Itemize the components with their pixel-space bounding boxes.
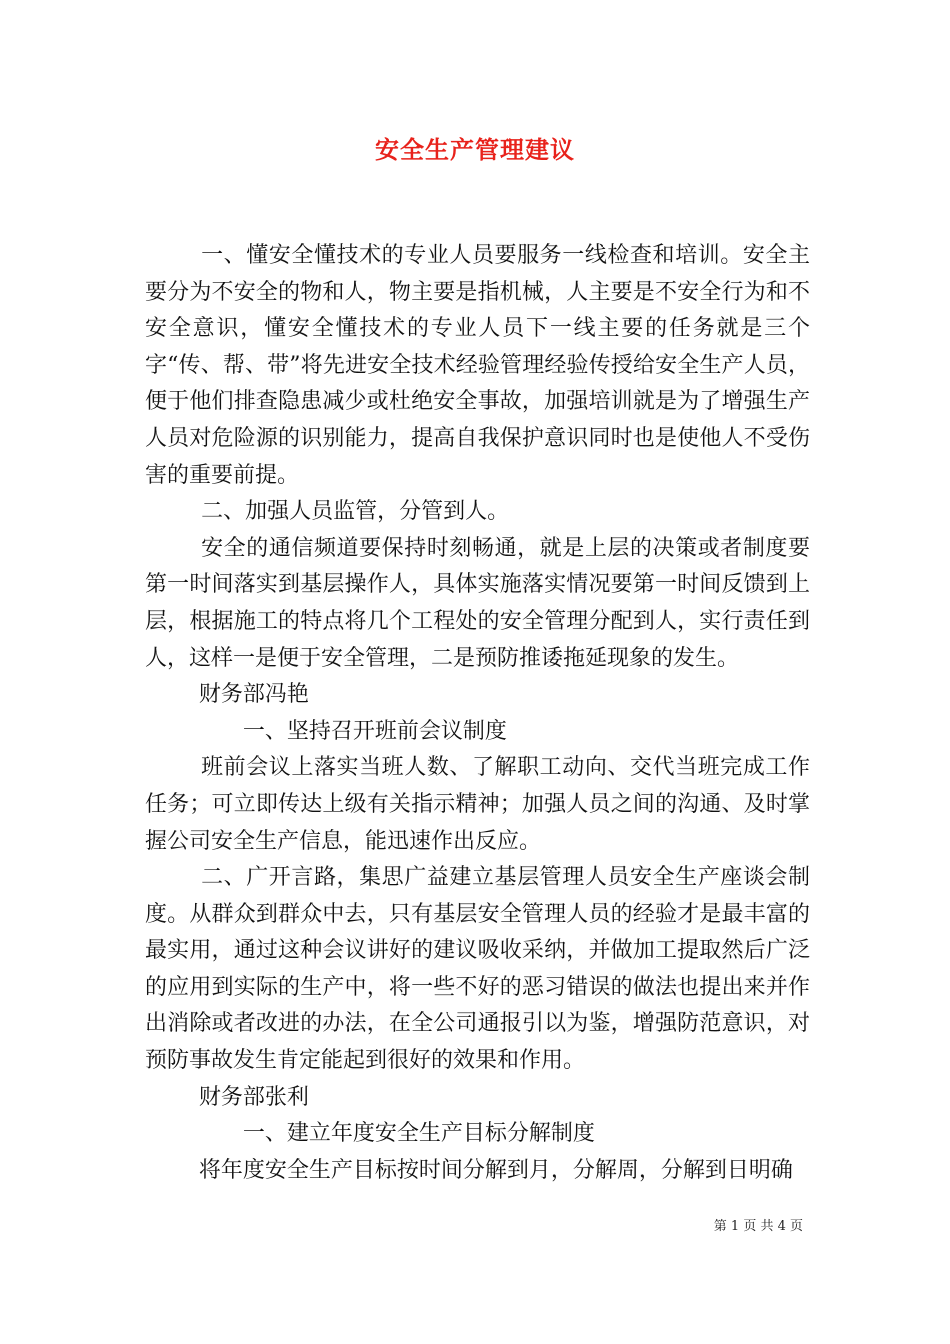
page-number-footer: 第 1 页 共 4 页 <box>713 1219 803 1234</box>
document-title: 安全生产管理建议 <box>375 135 575 164</box>
document-body <box>145 238 810 1189</box>
author-zhang-li: 财务部张利 <box>198 1084 309 1110</box>
paragraph-6: 将年度安全生产目标按时间分解到月，分解周，分解到日明确 <box>198 1157 793 1183</box>
section-heading-1: 一、坚持召开班前会议制度 <box>242 718 507 744</box>
paragraph-5: 二、广开言路，集思广益建立基层管理人员安全生产座谈会制度。从群众到群众中去，只有基层安全管理人员的经验才是最丰富的最实用，通过这种会议讲好的建议吸收采纳，并做加工提取然后广泛的应用到实际的生产中，将一些不好的恶习错误的做法也提出来并作出消除或者改进的办法，在全公司通报引以为鉴，增强防范意识，对预防事故发生肯定能起到很好的效果和作用。 <box>145 865 810 1074</box>
paragraph-1: 一、懂安全懂技术的专业人员要服务一线检查和培训。安全主要分为不安全的物和人，物主要是指机械，人主要是不安全行为和不安全意识，懂安全懂技术的专业人员下一线主要的任务就是三个字“传、帮、带”将先进安全技术经验管理经验传授给安全生产人员，便于他们排查隐患减少或杜绝安全事故，加强培训就是为了增强生产人员对危险源的识别能力，提高自我保护意识同时也是使他人不受伤害的重要前提。 <box>145 243 810 488</box>
paragraph-4: 班前会议上落实当班人数、了解职工动向、交代当班完成工作任务；可立即传达上级有关指示精神；加强人员之间的沟通、及时掌握公司安全生产信息，能迅速作出反应。 <box>145 755 810 854</box>
section-heading-2: 一、建立年度安全生产目标分解制度 <box>242 1121 595 1147</box>
author-feng-yan: 财务部冯艳 <box>198 682 309 708</box>
paragraph-2-heading: 二、加强人员监管，分管到人。 <box>201 499 510 525</box>
paragraph-3: 安全的通信频道要保持时刻畅通，就是上层的决策或者制度要第一时间落实到基层操作人，具体实施落实情况要第一时间反馈到上层，根据施工的特点将几个工程处的安全管理分配到人，实行责任到人，这样一是便于安全管理，二是预防推诿拖延现象的发生。 <box>145 535 810 671</box>
